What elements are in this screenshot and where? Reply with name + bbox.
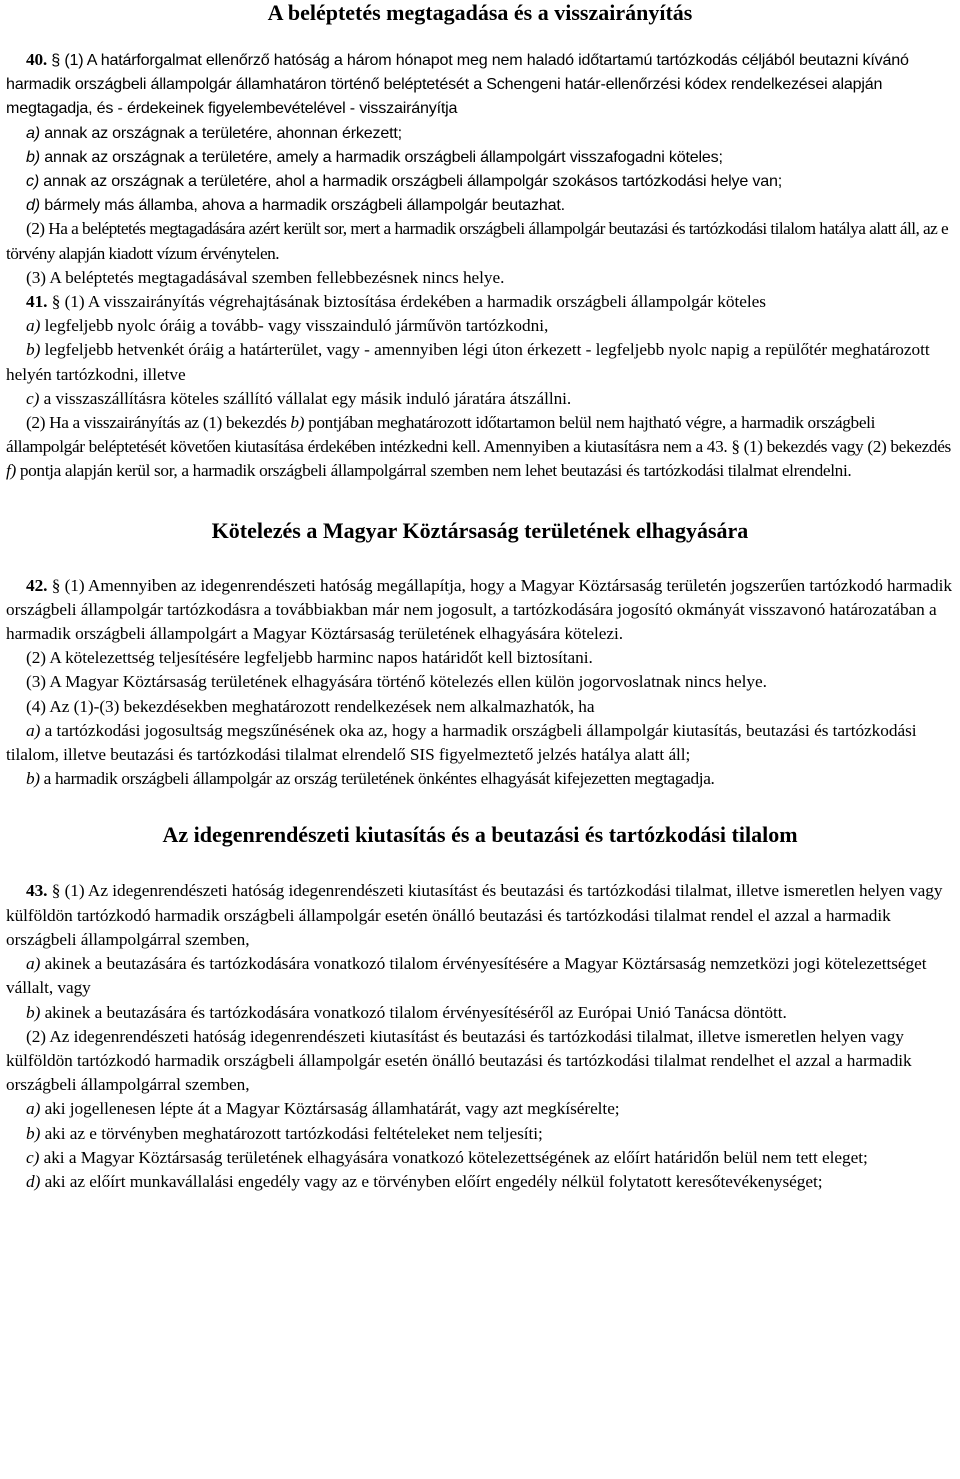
- s40-point-c: c) annak az országnak a területére, ahol a harmadik országbeli állampolgár szokásos tartózkodási helye van;: [26, 172, 782, 191]
- s43-number: 43.: [26, 881, 48, 901]
- s41-point-a: a) legfeljebb nyolc óráig a tovább- vagy visszainduló járművön tartózkodni,: [26, 316, 549, 336]
- s43-para-1: 43. § (1) Az idegenrendészeti hatóság idegenrendészeti kiutasítást és beutazási és tartózkodási tilalmat, illetve ismeretlen helyen vagy külföldön tartózkodó harmadik országbeli állampolgár esetén önálló beutazási és tartózkodási tilalmat rendel el azzal a harmadik országbeli állampolgárral szemben,: [6, 881, 943, 949]
- s43-point-b2: b) aki az e törvényben meghatározott tartózkodási feltételeket nem teljesíti;: [26, 1123, 543, 1143]
- s42-para-1: 42. § (1) Amennyiben az idegenrendészeti hatóság megállapítja, hogy a Magyar Köztársaság területén jogszerűen tartózkodó harmadik országbeli állampolgár tartózkodásra a továbbiakban már nem jogosult, a tartózkodására jogosító okmányát visszavonó határozatában a harmadik országbeli állampolgárt a Magyar Köztársaság területének elhagyására kötelezi.: [6, 575, 952, 644]
- s43-point-a2: a) aki jogellenesen lépte át a Magyar Köztársaság államhatárát, vagy azt megkísérelte;: [26, 1099, 620, 1119]
- s40-para-2: (2) Ha a beléptetés megtagadására azért került sor, mert a harmadik országbeli állampolgár beutazási és tartózkodási tilalom hatálya alatt áll, az e törvény alapján kiadott vízum érvénytelen.: [6, 219, 949, 263]
- s40-point-d: d) bármely más államba, ahova a harmadik országbeli állampolgár beutazhat.: [26, 196, 565, 215]
- heading-leave: Kötelezés a Magyar Köztársaság területének elhagyására: [211, 517, 749, 543]
- s43-point-c2: c) aki a Magyar Köztársaság területének elhagyására vonatkozó kötelezettségének az előírt határidőn belül nem tett eleget;: [26, 1147, 868, 1167]
- s42-para-4: (4) Az (1)-(3) bekezdésekben meghatározott rendelkezések nem alkalmazhatók, ha: [26, 696, 595, 716]
- s40-number: 40.: [26, 50, 48, 69]
- s43-point-d2: d) aki az előírt munkavállalási engedély vagy az e törvényben előírt engedély nélkül folytatott keresőtevékenységet;: [26, 1171, 823, 1191]
- s41-number: 41.: [26, 292, 48, 312]
- heading-refusal: A beléptetés megtagadása és a visszairányítás: [267, 0, 693, 25]
- s41-point-b: b) legfeljebb hetvenkét óráig a határterület, vagy - amennyiben légi úton érkezett - legfeljebb nyolc napig a repülőtér meghatározott helyén tartózkodni, illetve: [6, 340, 930, 384]
- s41-para-2: (2) Ha a visszairányítás az (1) bekezdés b) pontjában meghatározott időtartamon belül nem hajtható végre, a harmadik országbeli állampolgár beléptetését követően kiutasítása érdekében intézkedni kell. Amennyiben a kiutasításra nem a 43. § (1) bekezdés vagy (2) bekezdés f) pontja alapján kerül sor, a harmadik országbeli állampolgárral szemben nem lehet beutazási és tartózkodási tilalmat elrendelni.: [6, 413, 951, 481]
- s43-point-a: a) akinek a beutazására és tartózkodására vonatkozó tilalom érvényesítésére a Magyar Köztársaság nemzetközi jogi kötelezettséget vállalt, vagy: [6, 954, 927, 998]
- s40-point-b: b) annak az országnak a területére, amely a harmadik országbeli állampolgárt visszafogadni köteles;: [26, 147, 723, 166]
- s42-number: 42.: [26, 575, 48, 595]
- s42-para-2: (2) A kötelezettség teljesítésére legfeljebb harminc napos határidőt kell biztosítani.: [26, 648, 593, 668]
- s42-para-3: (3) A Magyar Köztársaság területének elhagyására történő kötelezés ellen külön jogorvoslatnak nincs helye.: [26, 672, 767, 692]
- s40-para-3: (3) A beléptetés megtagadásával szemben fellebbezésnek nincs helye.: [26, 267, 505, 287]
- s43-point-b: b) akinek a beutazására és tartózkodására vonatkozó tilalom érvényesítéséről az Európai Unió Tanácsa döntött.: [26, 1002, 787, 1022]
- s42-point-b: b) a harmadik országbeli állampolgár az ország területének önkéntes elhagyását kifejezetten megtagadja.: [26, 769, 715, 789]
- s40-point-a: a) annak az országnak a területére, ahonnan érkezett;: [26, 123, 402, 142]
- s43-para-2: (2) Az idegenrendészeti hatóság idegenrendészeti kiutasítást és beutazási és tartózkodási tilalmat, illetve ismeretlen helyen vagy külföldön tartózkodó harmadik országbeli állampolgár esetén önálló beutazási és tartózkodási tilalmat rendelhet el azzal a harmadik országbeli állampolgárral szemben,: [6, 1026, 912, 1095]
- s41-para-1: 41. § (1) A visszairányítás végrehajtásának biztosítása érdekében a harmadik országbeli állampolgár köteles: [26, 292, 766, 312]
- s42-point-a: a) a tartózkodási jogosultság megszűnésének oka az, hogy a harmadik országbeli állampolgár kiutasítás, beutazási és tartózkodási tilalom, illetve beutazási és tartózkodási tilalmat elrendelő SIS figyelmeztető jelzés hatálya alatt áll;: [6, 720, 917, 765]
- s41-point-c: c) a visszaszállításra köteles szállító vállalat egy másik induló járatára átszállni.: [26, 388, 572, 408]
- s40-para-1: 40. § (1) A határforgalmat ellenőrző hatóság a három hónapot meg nem haladó időtartamú tartózkodás céljából beutazni kívánó harmadik országbeli állampolgár államhatáron történő beléptetését a Schengeni határ-ellenőrzési kódex rendelkezései alapján megtagadja, és - érdekeinek figyelembevételével - visszairányítja: [6, 50, 909, 118]
- heading-expulsion: Az idegenrendészeti kiutasítás és a beutazási és tartózkodási tilalom: [162, 822, 798, 848]
